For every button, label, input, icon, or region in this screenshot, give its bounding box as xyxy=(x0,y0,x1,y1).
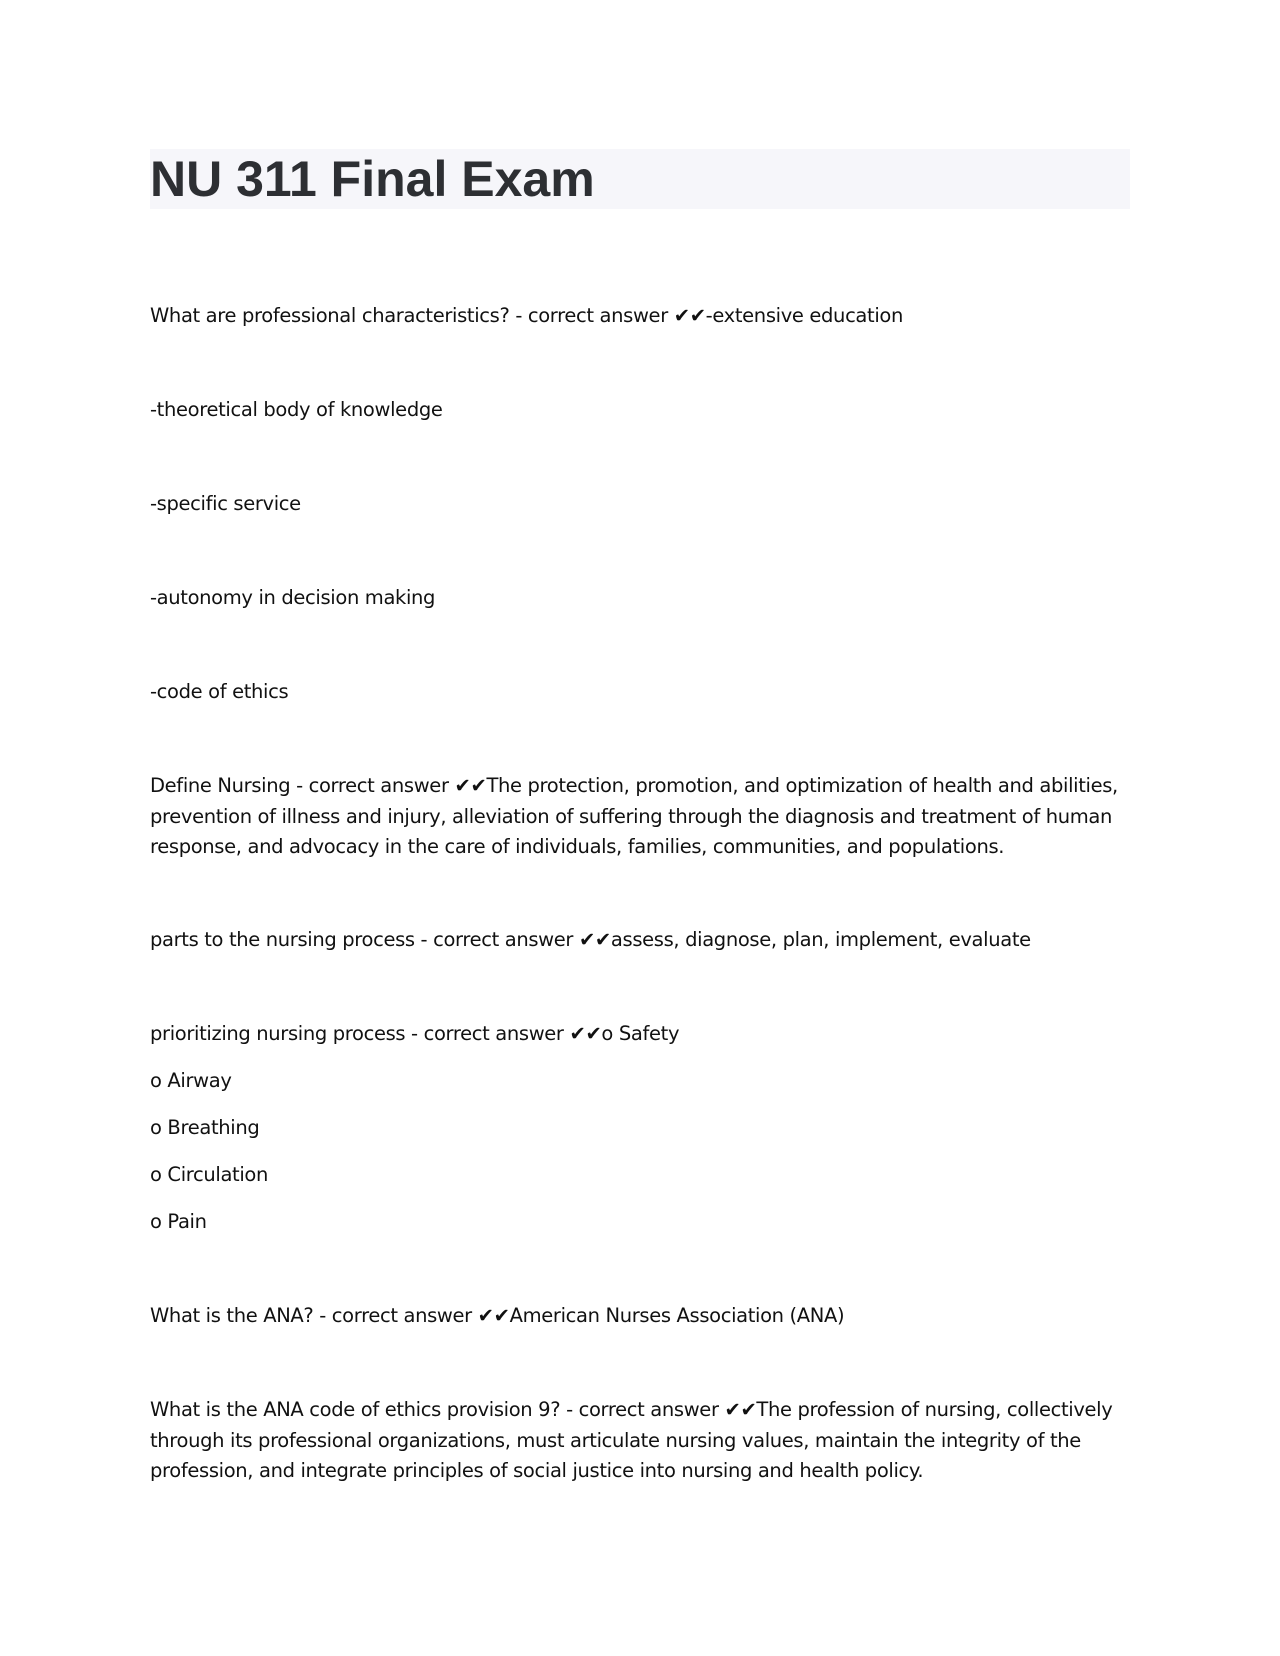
list-item: -code of ethics xyxy=(150,680,289,703)
list-item: o Breathing xyxy=(150,1116,260,1139)
list-item: o Airway xyxy=(150,1069,232,1092)
qa-prioritizing-nursing-process: prioritizing nursing process - correct answer ✔✔o Safety xyxy=(150,1022,680,1045)
qa-professional-characteristics: What are professional characteristics? - correct answer ✔✔-extensive education xyxy=(150,304,903,327)
list-item: -specific service xyxy=(150,492,301,515)
list-item: o Pain xyxy=(150,1210,207,1233)
list-item: -autonomy in decision making xyxy=(150,586,436,609)
qa-what-is-ana: What is the ANA? - correct answer ✔✔American Nurses Association (ANA) xyxy=(150,1304,845,1327)
qa-ana-provision-9: What is the ANA code of ethics provision 9? - correct answer ✔✔The profession of nursing, collectively through its professional organizations, must articulate nursing values, maintain the integrity of the profession, and integrate principles of social justice into nursing and health policy. xyxy=(150,1398,1113,1482)
qa-define-nursing: Define Nursing - correct answer ✔✔The protection, promotion, and optimization of health and abilities, prevention of illness and injury, alleviation of suffering through the diagnosis and treatment of human response, and advocacy in the care of individuals, families, communities, and populations. xyxy=(150,774,1118,858)
list-item: -theoretical body of knowledge xyxy=(150,398,443,421)
qa-nursing-process-parts: parts to the nursing process - correct answer ✔✔assess, diagnose, plan, implement, evaluate xyxy=(150,928,1031,951)
list-item: o Circulation xyxy=(150,1163,269,1186)
document-title: NU 311 Final Exam xyxy=(150,151,595,207)
